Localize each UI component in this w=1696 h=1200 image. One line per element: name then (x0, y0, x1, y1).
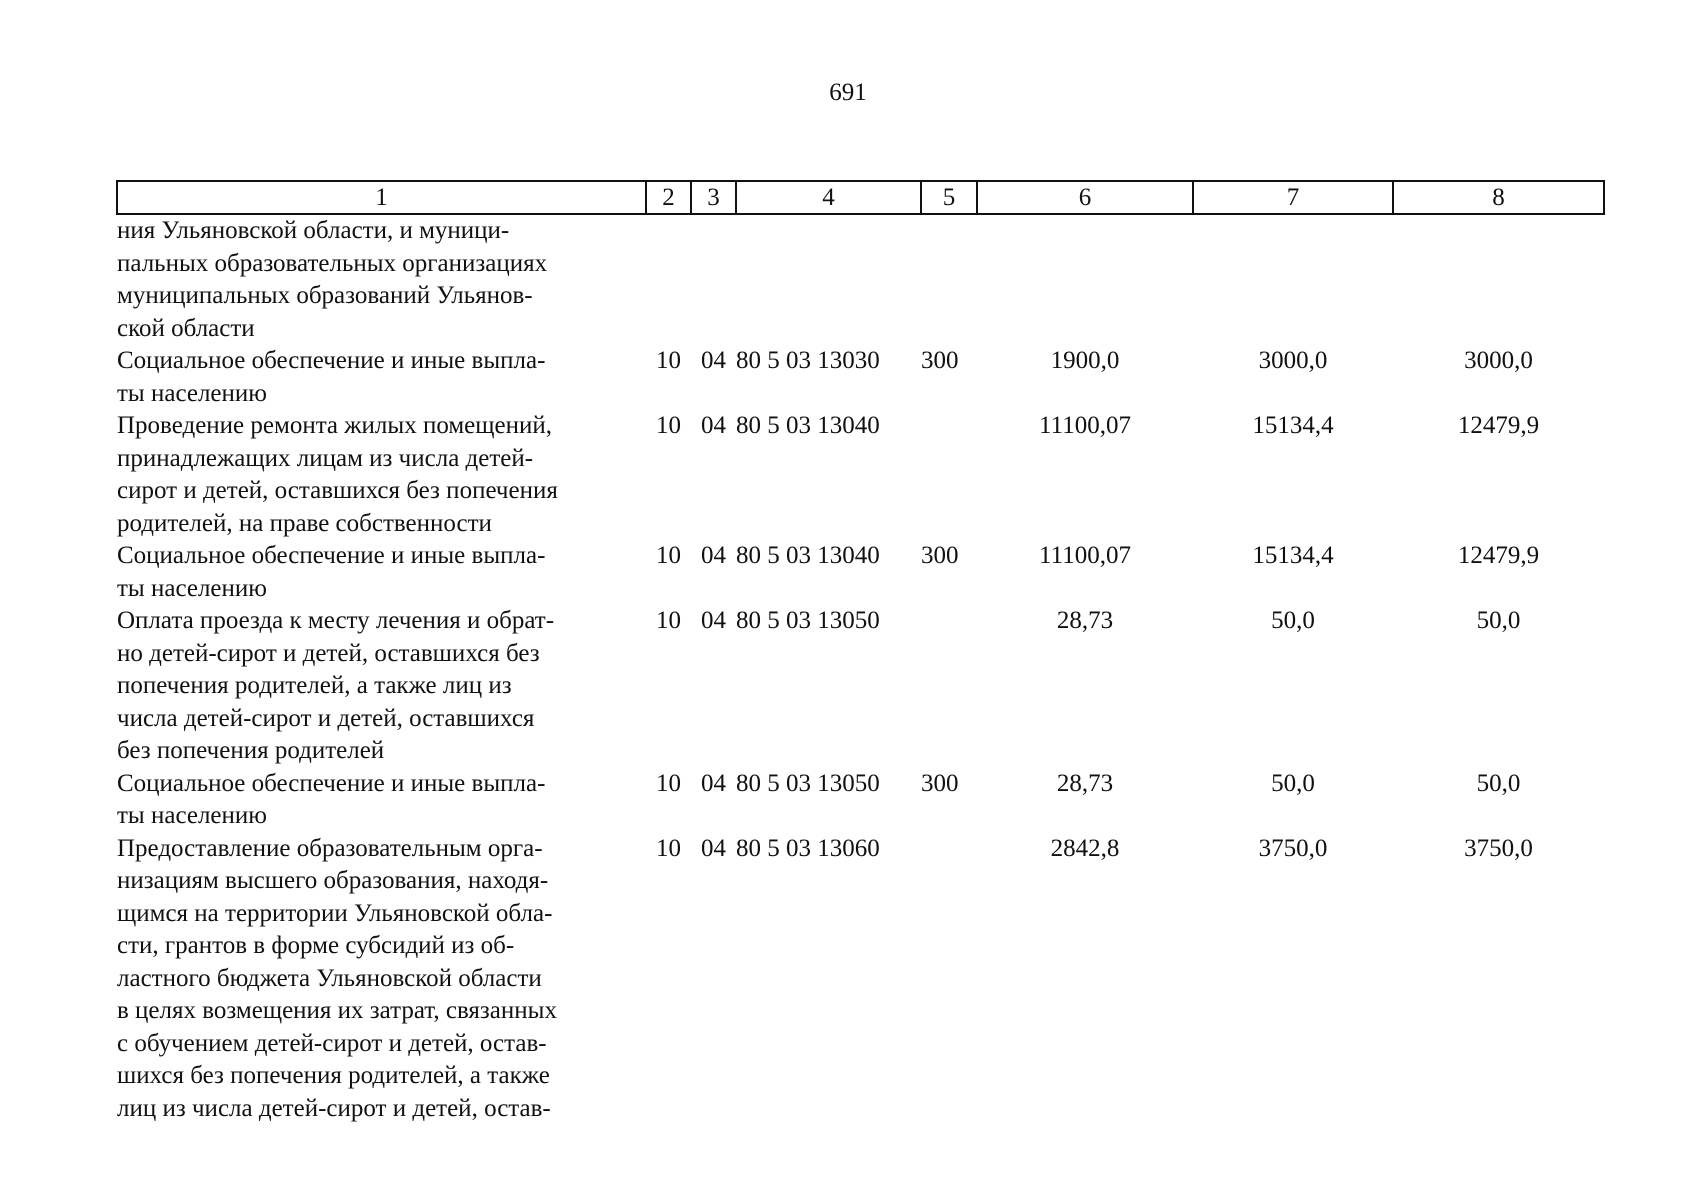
target-article-code: 80 5 03 13050 (736, 607, 880, 634)
amount-col-7 (1193, 214, 1393, 345)
amount-col-7: 3000,0 (1258, 347, 1328, 374)
table-row (117, 768, 1604, 833)
amount-col-7: 50,0 (1271, 769, 1315, 797)
description-line: щимся на территории Ульяновской обла- (117, 899, 553, 927)
description-line: без попечения родителей (117, 737, 385, 764)
description-line: муниципальных образований Ульянов- (117, 282, 533, 309)
budget-table (116, 180, 1605, 1125)
description-line: но детей-сирот и детей, оставшихся без (117, 639, 540, 667)
description-line: с обучением детей-сирот и детей, остав- (117, 1029, 547, 1057)
section-code: 10 (656, 542, 681, 569)
description-line: числа детей-сирот и детей, оставшихся (117, 704, 535, 732)
amount-col-7: 3750,0 (1258, 834, 1328, 862)
row-description (117, 768, 646, 833)
header-col-7: 7 (1193, 181, 1393, 214)
description-line: попечения родителей, а также лиц из (117, 672, 512, 699)
description-line: ты населению (117, 574, 267, 602)
description-line: в целях возмещения их затрат, связанных (117, 997, 557, 1024)
description-line: лиц из числа детей-сирот и детей, остав- (117, 1094, 551, 1122)
description-line: Социальное обеспечение и иные выпла- (117, 542, 546, 569)
target-article-code (736, 214, 921, 345)
amount-col-8: 3000,0 (1464, 347, 1533, 374)
description-line: низациям высшего образования, находя- (117, 867, 549, 894)
description-line: пальных образовательных организациях (117, 249, 548, 277)
description-line: шихся без попечения родителей, а также (117, 1062, 550, 1089)
target-article-code: 80 5 03 13040 (736, 542, 880, 569)
description-line: Социальное обеспечение и иные выпла- (117, 347, 546, 374)
description-line: сирот и детей, оставшихся без попечения (117, 477, 558, 504)
description-line: Социальное обеспечение и иные выпла- (117, 769, 546, 797)
amount-col-7: 15134,4 (1252, 412, 1334, 439)
description-line: Предоставление образовательным орга- (117, 834, 543, 862)
description-line: Проведение ремонта жилых помещений, (117, 412, 552, 439)
description-line: ты населению (117, 379, 267, 407)
expense-type-code: 300 (921, 542, 959, 569)
target-article-code: 80 5 03 13060 (736, 834, 880, 862)
description-line: ты населению (117, 802, 267, 829)
subsection-code (691, 214, 736, 345)
expense-type-code: 300 (921, 769, 959, 797)
expense-type-code (921, 410, 977, 540)
expense-type-code (921, 605, 977, 768)
description-line: Оплата проезда к месту лечения и обрат- (117, 607, 555, 634)
table-row (117, 410, 1604, 540)
header-col-5: 5 (921, 181, 977, 214)
description-line: сти, грантов в форме субсидий из об- (117, 932, 515, 959)
header-col-6: 6 (977, 181, 1193, 214)
row-description (117, 605, 646, 768)
expense-type-code: 300 (921, 347, 959, 374)
page-number: 691 (829, 79, 867, 106)
section-code: 10 (656, 607, 681, 634)
amount-col-8 (1393, 214, 1604, 345)
target-article-code: 80 5 03 13050 (736, 769, 880, 797)
header-row (117, 181, 1604, 214)
subsection-code: 04 (701, 542, 726, 569)
subsection-code: 04 (701, 412, 726, 439)
header-col-8: 8 (1393, 181, 1604, 214)
target-article-code: 80 5 03 13030 (736, 347, 880, 374)
subsection-code: 04 (701, 769, 726, 797)
row-description (117, 833, 646, 1126)
description-line: родителей, на праве собственности (117, 509, 492, 537)
amount-col-8: 12479,9 (1457, 542, 1540, 569)
section-code: 10 (656, 769, 681, 797)
subsection-code: 04 (701, 607, 726, 634)
amount-col-6: 11100,07 (1039, 412, 1131, 439)
amount-col-7: 15134,4 (1252, 542, 1334, 569)
target-article-code: 80 5 03 13040 (736, 412, 880, 439)
amount-col-6: 28,73 (1056, 607, 1114, 634)
amount-col-7: 50,0 (1271, 607, 1315, 634)
table-row (117, 214, 1604, 345)
row-description (117, 540, 646, 605)
description-line: ской области (117, 314, 255, 342)
table-body (117, 214, 1604, 1125)
expense-type-code (921, 833, 977, 1126)
expense-type-code (921, 214, 977, 345)
header-col-3: 3 (691, 181, 736, 214)
table-row (117, 345, 1604, 410)
amount-col-8: 3750,0 (1464, 834, 1533, 862)
row-description (117, 214, 646, 345)
header-col-2: 2 (646, 181, 691, 214)
table-row (117, 605, 1604, 768)
section-code (646, 214, 691, 345)
amount-col-6 (977, 214, 1193, 345)
amount-col-8: 50,0 (1476, 769, 1521, 797)
table-row (117, 833, 1604, 1126)
subsection-code: 04 (701, 834, 726, 862)
amount-col-6: 28,73 (1056, 769, 1114, 797)
amount-col-6: 1900,0 (1050, 347, 1120, 374)
amount-col-6: 11100,07 (1039, 542, 1131, 569)
subsection-code: 04 (701, 347, 726, 374)
row-description (117, 410, 646, 540)
header-col-4: 4 (736, 181, 921, 214)
description-line: принадлежащих лицам из числа детей- (117, 444, 534, 472)
description-line: ния Ульяновской области, и муници- (117, 217, 510, 244)
row-description (117, 345, 646, 410)
section-code: 10 (656, 347, 681, 374)
amount-col-8: 50,0 (1476, 607, 1521, 634)
section-code: 10 (656, 412, 681, 439)
table-row (117, 540, 1604, 605)
header-col-1: 1 (117, 181, 646, 214)
description-line: ластного бюджета Ульяновской области (117, 964, 542, 992)
amount-col-8: 12479,9 (1457, 412, 1540, 439)
section-code: 10 (656, 834, 681, 862)
amount-col-6: 2842,8 (1050, 834, 1120, 862)
